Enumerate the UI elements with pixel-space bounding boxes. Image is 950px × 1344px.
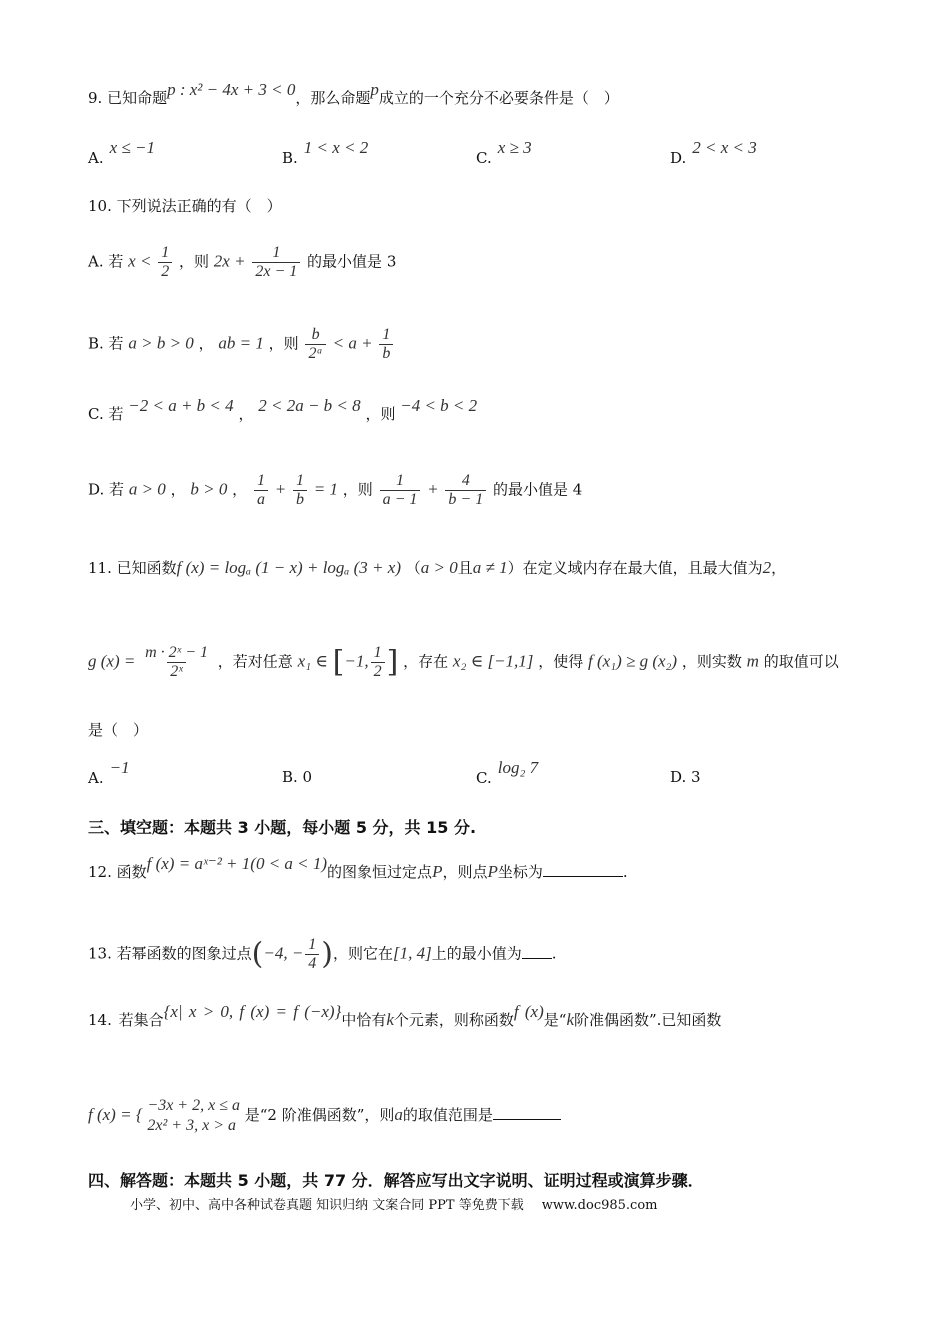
bracket-right-icon: ] <box>386 644 399 680</box>
q9-text-c: 成立的一个充分不必要条件是（ ） <box>378 89 619 107</box>
numerator: 1 <box>382 326 391 343</box>
math: −4, − <box>263 943 304 963</box>
fraction <box>252 244 300 281</box>
text: ， <box>170 480 186 499</box>
numerator: 1 <box>395 472 404 489</box>
fraction <box>142 644 211 681</box>
math: {x| x > 0, f (x) = f (−x)} <box>163 1002 342 1021</box>
q11-option-a <box>88 758 130 788</box>
math: a > 0 <box>420 558 458 577</box>
denominator: 4 <box>305 954 319 973</box>
q9-text-b: ，那么命题 <box>295 89 371 107</box>
math: a ≠ 1 <box>472 558 508 577</box>
fraction <box>380 472 421 509</box>
text: 是“2 阶准偶函数”，则 <box>244 1106 395 1124</box>
fraction <box>158 244 172 281</box>
math: x₂ ∈ [−1,1] <box>452 651 534 671</box>
text: 的取值范围是 <box>402 1106 493 1124</box>
text: 的图象恒过定点 <box>327 863 433 881</box>
q13 <box>88 936 557 973</box>
math: k <box>386 1010 394 1029</box>
math: a <box>394 1105 403 1124</box>
text: 坐标为 <box>497 863 543 881</box>
denominator: 2ˣ <box>167 662 186 681</box>
q10-option-a <box>88 244 396 281</box>
q9-option-c <box>476 138 532 168</box>
math: 2x + <box>213 251 246 271</box>
denominator: 2x − 1 <box>252 262 300 281</box>
math: x₁ ∈ <box>297 651 328 671</box>
piecewise-cases <box>147 1096 240 1136</box>
math: P <box>487 862 498 881</box>
math: = 1 <box>313 479 338 499</box>
section-3-heading: 三、填空题：本题共 3 小题，每小题 5 分，共 15 分. <box>88 818 477 837</box>
math: a > 0 <box>128 479 166 499</box>
option-label: C. <box>476 149 492 167</box>
text: 上的最小值为 <box>431 944 522 963</box>
denominator: a − 1 <box>380 490 421 509</box>
numerator: 1 <box>256 472 265 489</box>
math: [1, 4] <box>393 943 432 963</box>
q9-option-a <box>88 138 155 168</box>
text: ，若对任意 <box>217 652 293 671</box>
math: f (x) = logₐ (1 − x) + logₐ (3 + x) <box>176 558 401 577</box>
option-label: A. <box>88 769 104 787</box>
paren-right-icon: ) <box>321 936 334 972</box>
math: < a + <box>332 333 373 353</box>
text: ，则 <box>179 252 210 271</box>
numerator: b <box>311 326 320 343</box>
denominator: a <box>254 490 268 509</box>
q9-option-b <box>282 138 369 168</box>
fraction <box>445 472 486 509</box>
text: . <box>551 944 557 963</box>
option-label: C. <box>476 769 492 787</box>
text: ，则它在 <box>333 944 394 963</box>
answer-blank[interactable] <box>493 1105 561 1120</box>
numerator: 1 <box>161 244 170 261</box>
text: 个元素，则称函数 <box>393 1011 514 1029</box>
denominator: 2 <box>158 262 172 281</box>
denominator: b <box>293 490 307 509</box>
math: −4 < b < 2 <box>400 396 478 415</box>
case-1: −3x + 2, x ≤ a <box>147 1097 240 1114</box>
text: 14. 若集合 <box>88 1011 164 1029</box>
paren-left-icon: ( <box>251 936 264 972</box>
math: ab = 1 <box>218 333 264 353</box>
section-4-heading: 四、解答题：本题共 5 小题，共 77 分．解答应写出文字说明、证明过程或演算步骤． <box>88 1171 704 1190</box>
text: ，则点 <box>442 863 488 881</box>
q10-stem: 10. 下列说法正确的有（ ） <box>88 197 282 215</box>
label: D. 若 <box>88 480 125 499</box>
fraction <box>293 472 307 509</box>
text: 12. 函数 <box>88 863 147 881</box>
label: B. 若 <box>88 334 124 353</box>
math: f (x) = aˣ⁻² + 1(0 < a < 1) <box>146 854 328 873</box>
math: a > b > 0 <box>128 333 194 353</box>
option-math: log₂ 7 <box>497 758 539 777</box>
option-math: x ≥ 3 <box>497 138 532 157</box>
numerator: 1 <box>272 244 281 261</box>
answer-blank[interactable] <box>543 862 623 877</box>
q9-text-a: 9. 已知命题 <box>88 89 168 107</box>
text: 的最小值是 3 <box>307 252 397 271</box>
text: ， <box>771 559 787 577</box>
label: C. 若 <box>88 405 124 423</box>
numerator: 1 <box>308 936 317 953</box>
q9-option-d <box>670 138 757 168</box>
text: ，则 <box>342 480 373 499</box>
q11-option-c <box>476 758 539 788</box>
fraction <box>371 644 385 681</box>
q11-line2 <box>88 644 839 681</box>
text: （ <box>405 559 421 577</box>
text: 是“ <box>543 1011 567 1029</box>
math: x < <box>128 251 152 271</box>
q14-line1 <box>88 1002 722 1030</box>
fraction <box>254 472 268 509</box>
math: m <box>746 651 759 671</box>
math: g (x) = <box>88 651 136 671</box>
option-label: D. 3 <box>670 768 701 786</box>
math: + <box>427 479 439 499</box>
option-label: B. <box>282 149 298 167</box>
text: . <box>622 863 628 881</box>
q11-line1 <box>88 558 786 578</box>
text: 的最小值是 4 <box>493 480 583 499</box>
fraction <box>305 326 325 363</box>
fraction <box>305 936 319 973</box>
option-math: −1 <box>109 758 130 777</box>
text: ，则实数 <box>681 652 742 671</box>
text: ，存在 <box>403 652 449 671</box>
denominator: 2ᵃ <box>305 344 325 363</box>
bracket-left-icon: [ <box>332 644 345 680</box>
option-math: x ≤ −1 <box>109 138 155 157</box>
q9-stem <box>88 80 619 108</box>
text: ，则 <box>365 405 396 423</box>
denominator: b − 1 <box>445 490 486 509</box>
text: 中恰有 <box>341 1011 387 1029</box>
q10-option-c <box>88 396 478 424</box>
q12 <box>88 854 628 882</box>
q14-line2 <box>88 1096 561 1136</box>
text: 11. 已知函数 <box>88 559 177 577</box>
math: P <box>432 862 443 881</box>
q9-math-b: p <box>370 80 379 99</box>
footer-url[interactable]: www.doc985.com <box>541 1198 658 1213</box>
math: + <box>274 479 287 499</box>
page-footer <box>130 1194 657 1213</box>
option-math: 1 < x < 2 <box>303 138 369 157</box>
math: 2 < 2a − b < 8 <box>258 396 361 415</box>
math: f (x) <box>513 1002 544 1021</box>
math: f (x) = { <box>88 1105 143 1124</box>
text: ，使得 <box>538 652 584 671</box>
option-label: D. <box>670 149 687 167</box>
footer-text: 小学、初中、高中各种试卷真题 知识归纳 文案合同 PPT 等免费下载 <box>130 1198 524 1213</box>
option-label: B. 0 <box>282 768 313 786</box>
text: ， <box>238 405 254 423</box>
math: −2 < a + b < 4 <box>128 396 234 415</box>
math: b > 0 <box>190 479 228 499</box>
answer-blank[interactable] <box>522 944 552 959</box>
text: ， <box>198 334 214 353</box>
option-label: A. <box>88 149 104 167</box>
denominator: 2 <box>371 662 385 681</box>
denominator: b <box>379 344 393 363</box>
numerator: 1 <box>295 472 304 489</box>
q11-option-d <box>670 768 701 786</box>
numerator: 4 <box>461 472 470 489</box>
option-math: 2 < x < 3 <box>692 138 757 157</box>
math: f (x₁) ≥ g (x₂) <box>587 651 678 671</box>
math: k <box>566 1010 574 1029</box>
text: ，则 <box>268 334 299 353</box>
case-2: 2x² + 3, x > a <box>147 1117 236 1134</box>
q11-line3: 是（ ） <box>88 721 149 739</box>
text: 13. 若幂函数的图象过点 <box>88 944 252 963</box>
numerator: 1 <box>373 644 382 661</box>
text: ）在定义域内存在最大值，且最大值为 <box>507 559 763 577</box>
numerator: m · 2ˣ − 1 <box>145 644 208 661</box>
label: A. 若 <box>88 252 124 271</box>
q9-math-a: p : x² − 4x + 3 < 0 <box>167 80 296 99</box>
fraction <box>379 326 393 363</box>
math: −1, <box>344 651 369 671</box>
text: 阶准偶函数”.已知函数 <box>573 1011 722 1029</box>
q11-option-b <box>282 768 312 786</box>
text: 且 <box>457 559 473 577</box>
text: ， <box>232 480 248 499</box>
math: 2 <box>762 558 772 577</box>
text: 的取值可以 <box>763 652 839 671</box>
q10-option-d <box>88 472 582 509</box>
q10-option-b <box>88 326 395 363</box>
